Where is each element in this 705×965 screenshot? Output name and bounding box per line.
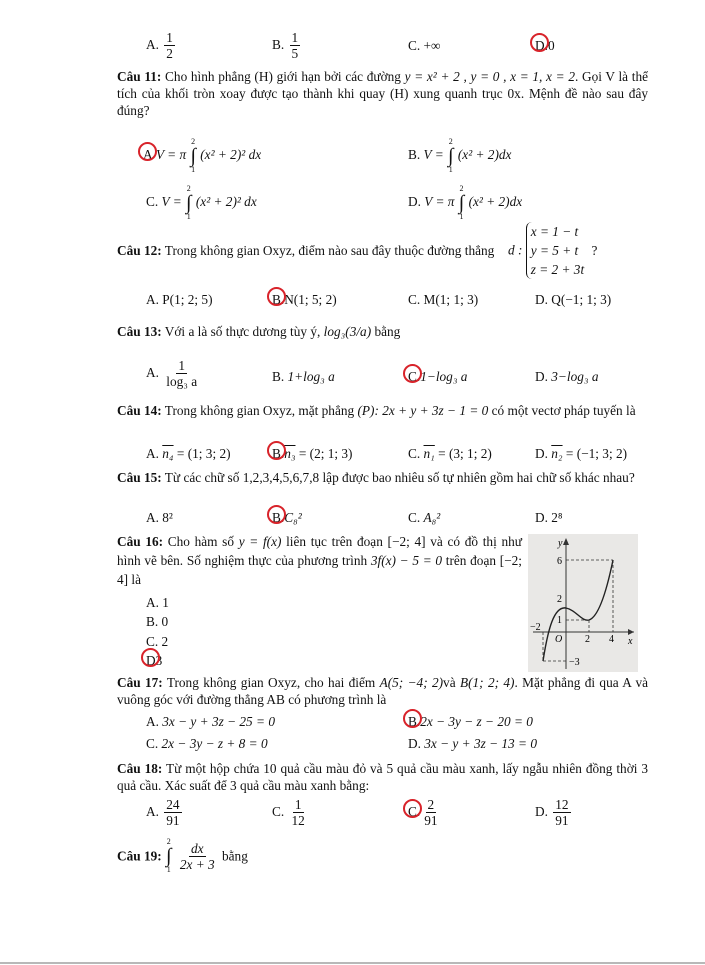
- option-text: 3x − y + 3z − 13 = 0: [424, 736, 537, 751]
- equation-z: z = 2 + 3t: [530, 262, 585, 277]
- integral-sign: 2 ∫ 1: [448, 137, 454, 174]
- equation: 3f(x) − 5 = 0: [370, 553, 443, 568]
- option-text: A₈²: [423, 510, 441, 525]
- q12-option-d[interactable]: [535, 291, 611, 308]
- question-text: Cho hàm số: [167, 534, 235, 549]
- question-text: . Gọi V là thể tích của khối tròn xoay được tạo thành khi quay (H) xung quanh trục 0x. Mệnh đề nào sau đây đúng?: [117, 69, 649, 118]
- option-label: A.: [146, 510, 159, 525]
- question-text: liên tục trên đoạn: [286, 534, 383, 549]
- question-text: Cho hình phẳng (H) giới hạn bởi các đường: [165, 69, 401, 84]
- option-label: B.: [272, 369, 285, 384]
- option-label: [408, 713, 420, 730]
- log-expression: log₃(3/a): [323, 324, 372, 339]
- x-tick-label: 4: [609, 634, 614, 645]
- question-16: [117, 532, 522, 589]
- page-bottom-border: [0, 962, 705, 964]
- option-label: D.: [408, 736, 421, 751]
- normal-vector: n₂: [551, 446, 563, 461]
- option-text: 3x − y + 3z − 25 = 0: [162, 714, 275, 729]
- question-title: Câu 13:: [117, 324, 162, 339]
- q15-option-d[interactable]: [535, 509, 563, 526]
- integrand: (x² + 2)dx: [457, 147, 512, 163]
- question-11: [117, 68, 648, 119]
- option-label: C.: [146, 634, 159, 649]
- q13-option-a[interactable]: [146, 358, 201, 389]
- fraction: $\frac{1}{2}$: [166, 30, 173, 61]
- normal-vector: n₄: [162, 446, 174, 461]
- question-text: và có đồ thị như hình vẽ bên. Số nghiệm thực của phương trình: [117, 534, 522, 568]
- option-label-text: B.: [408, 714, 421, 729]
- lower-limit: 1: [191, 165, 196, 174]
- y-tick-label: 1: [557, 615, 562, 626]
- equation: y = x² + 2 , y = 0 , x = 1, x = 2: [404, 69, 575, 84]
- plane-equation: (P): 2x + y + 3z − 1 = 0: [357, 403, 489, 418]
- question-text: Trong không gian Oxyz, mặt phẳng: [164, 403, 355, 418]
- q12-option-c[interactable]: [408, 291, 478, 308]
- question-text: bằng: [374, 324, 401, 339]
- option-label: A.: [146, 364, 159, 380]
- normal-vector: n₁: [423, 446, 435, 461]
- origin-label: O: [555, 634, 563, 645]
- option-label: A.: [146, 714, 159, 729]
- option-text: = (1; 3; 2): [176, 446, 231, 461]
- option-label: D.: [535, 803, 548, 819]
- option-label: C.: [146, 194, 159, 210]
- top-option-c[interactable]: [408, 37, 441, 54]
- question-title: Câu 19:: [117, 848, 162, 864]
- upper-limit: 2: [191, 137, 196, 146]
- q16-option-b[interactable]: [146, 613, 168, 630]
- option-text: +∞: [423, 38, 441, 53]
- question-14: [117, 402, 648, 419]
- q13-option-b[interactable]: [272, 368, 335, 385]
- option-label: [408, 368, 420, 385]
- question-title: Câu 16:: [117, 534, 164, 549]
- parametric-system: [526, 222, 584, 279]
- integrand: (x² + 2)² dx: [195, 194, 257, 210]
- option-label: [146, 652, 156, 669]
- q11-option-d[interactable]: [408, 185, 522, 221]
- question-mark: ?: [591, 242, 598, 258]
- option-label: C.: [408, 446, 421, 461]
- formula-prefix: V = π: [155, 147, 187, 163]
- q14-option-c[interactable]: [408, 445, 492, 462]
- option-label: C.: [408, 510, 421, 525]
- question-text: Trong không gian Oxyz, cho hai điểm: [166, 675, 376, 690]
- question-17: [117, 674, 648, 708]
- option-text: = (−1; 3; 2): [565, 446, 628, 461]
- option-text: 3−log₃ a: [551, 369, 599, 384]
- question-title: Câu 17:: [117, 675, 163, 690]
- option-text: Q(−1; 1; 3): [551, 292, 612, 307]
- option-text: = (2; 1; 3): [298, 446, 353, 461]
- function: y = f(x): [238, 534, 282, 549]
- q18-option-d[interactable]: [535, 797, 573, 828]
- x-axis-arrow-icon: [628, 629, 634, 635]
- option-text: 3: [155, 653, 163, 668]
- q12-option-b[interactable]: [272, 291, 337, 308]
- formula-prefix: V =: [161, 194, 182, 210]
- q15-option-a[interactable]: [146, 509, 173, 526]
- option-label: B.: [408, 147, 421, 163]
- formula-prefix: V = π: [424, 194, 455, 210]
- option-label: D.: [535, 292, 548, 307]
- question-15: [117, 469, 648, 486]
- option-label-text: D.: [535, 38, 548, 53]
- interval: [−2; 4]: [387, 534, 426, 549]
- option-label: [143, 146, 153, 163]
- question-13: [117, 324, 400, 340]
- option-text: = (3; 1; 2): [438, 446, 492, 461]
- question-text: là: [131, 572, 142, 587]
- equation-y: y = 5 + t: [530, 243, 579, 258]
- q11-option-a[interactable]: [143, 138, 261, 174]
- top-option-b[interactable]: [272, 30, 302, 61]
- option-label: A.: [146, 595, 159, 610]
- q16-option-a[interactable]: [146, 594, 169, 611]
- q11-option-c[interactable]: [146, 185, 257, 221]
- option-label: C.: [272, 803, 285, 819]
- option-label-text: A: [143, 147, 153, 163]
- option-label-text: C.: [408, 803, 421, 819]
- option-label: C.: [146, 736, 159, 751]
- q18-option-a[interactable]: [146, 797, 184, 828]
- integral-sign: 2 ∫ 1: [166, 837, 172, 874]
- q13-option-d[interactable]: [535, 368, 598, 385]
- y-tick-label: −3: [569, 657, 580, 668]
- fraction: $\frac{1}{5}$: [291, 30, 299, 61]
- integrand: (x² + 2)² dx: [200, 147, 262, 163]
- answer-circle: [267, 287, 286, 306]
- x-axis-label: x: [628, 636, 633, 647]
- question-text: bằng: [222, 848, 248, 864]
- answer-circle: [403, 709, 422, 728]
- fraction: $\frac{24}{91}$: [166, 797, 180, 828]
- answer-circle: [403, 799, 422, 818]
- option-text: 2: [161, 634, 169, 649]
- upper-limit: 2: [166, 837, 171, 846]
- upper-limit: 2: [186, 184, 191, 193]
- answer-circle: [138, 142, 157, 161]
- q17-option-c[interactable]: [146, 735, 268, 752]
- y-tick-label: 6: [557, 556, 562, 567]
- q17-option-a[interactable]: [146, 713, 275, 730]
- option-label: [272, 509, 284, 526]
- function-curve: [543, 560, 613, 661]
- fraction: $\frac{12}{91}$: [555, 797, 569, 828]
- fraction: $\frac{1}{12}$: [291, 797, 305, 828]
- q13-option-c[interactable]: [408, 368, 467, 385]
- question-text: . Mặt phẳng đi qua A và vuông góc với đường thẳng AB có phương trình là: [117, 675, 649, 707]
- option-label-text: C.: [408, 369, 421, 384]
- question-text: Trong không gian Oxyz, điểm nào sau đây thuộc đường thẳng: [164, 243, 495, 258]
- q14-option-d[interactable]: [535, 445, 627, 462]
- q18-option-b[interactable]: [272, 797, 309, 828]
- option-label: D.: [535, 446, 548, 461]
- integral-sign: 2 ∫ 1: [190, 137, 196, 174]
- q17-option-b[interactable]: [408, 713, 533, 730]
- option-label: C.: [408, 38, 421, 53]
- equation-x: x = 1 − t: [530, 224, 579, 239]
- option-label: [535, 37, 548, 54]
- option-label-text: B.: [272, 446, 285, 461]
- integral-sign: 2 ∫ 1: [458, 184, 465, 221]
- fraction: $\frac{1}{\text{log₃ a}}$: [166, 358, 198, 389]
- y-tick-label: 2: [557, 594, 562, 605]
- guide-lines: [543, 560, 613, 661]
- top-option-d[interactable]: [535, 37, 555, 54]
- option-text: 0: [161, 614, 169, 629]
- q18-option-c[interactable]: [408, 797, 442, 828]
- question-text: trên đoạn: [445, 553, 497, 568]
- option-label-text: D: [146, 653, 156, 668]
- option-text: 1+log₃ a: [287, 369, 335, 384]
- lower-limit: 1: [166, 865, 171, 874]
- formula-prefix: V =: [423, 147, 444, 163]
- interval: [−2; 4]: [117, 553, 523, 587]
- fraction: $\frac{2}{91}$: [424, 797, 438, 828]
- option-label: D.: [535, 510, 548, 525]
- x-tick-label: 2: [585, 634, 590, 645]
- lower-limit: 1: [186, 212, 191, 221]
- option-text: N(1; 5; 2): [284, 292, 337, 307]
- option-label-text: B.: [272, 510, 285, 525]
- q14-option-a[interactable]: [146, 445, 231, 462]
- option-label: [272, 445, 284, 462]
- question-12: [117, 243, 494, 259]
- option-label: D.: [535, 369, 548, 384]
- answer-circle: [267, 505, 286, 524]
- answer-circle: [530, 33, 549, 52]
- option-text: P(1; 2; 5): [162, 292, 213, 307]
- option-label: B.: [272, 36, 285, 52]
- option-label: A.: [146, 36, 159, 52]
- graph-svg: [528, 534, 638, 672]
- q11-option-b[interactable]: [408, 138, 511, 174]
- top-option-a[interactable]: [146, 30, 177, 61]
- option-label: B.: [146, 614, 159, 629]
- option-text: M(1; 1; 3): [423, 292, 479, 307]
- q14-option-b[interactable]: [272, 445, 352, 462]
- question-text: Từ các chữ số 1,2,3,4,5,6,7,8 lập được bao nhiêu số tự nhiên gồm hai chữ số khác nhau?: [164, 470, 635, 485]
- point-b: B(1; 2; 4): [459, 675, 515, 690]
- x-tick-label: −2: [530, 622, 541, 633]
- function-graph: [528, 534, 638, 672]
- integrand: (x² + 2)dx: [468, 194, 523, 210]
- question-text: Với a là số thực dương tùy ý,: [164, 324, 321, 339]
- normal-vector: n₃: [284, 446, 296, 461]
- lower-limit: 1: [459, 212, 464, 221]
- question-title: Câu 14:: [117, 403, 162, 418]
- option-label: C.: [408, 292, 421, 307]
- option-text: 1: [162, 595, 169, 610]
- option-text: 8²: [162, 510, 173, 525]
- option-label: A.: [146, 292, 159, 307]
- question-text: có một vectơ pháp tuyến là: [491, 403, 636, 418]
- option-label: [408, 803, 420, 820]
- q15-option-c[interactable]: [408, 509, 440, 526]
- question-title: Câu 12:: [117, 243, 162, 258]
- fraction: $\frac{dx}{2x + 3}$: [179, 840, 215, 872]
- option-label: A.: [146, 803, 159, 819]
- option-text: 1−log₃ a: [420, 369, 468, 384]
- integral-sign: 2 ∫ 1: [186, 184, 192, 221]
- answer-circle: [403, 364, 422, 383]
- y-axis-arrow-icon: [563, 538, 569, 545]
- line-equation-system: [508, 222, 597, 279]
- q15-option-b[interactable]: [272, 509, 302, 526]
- point-a: A(5; −4; 2): [379, 675, 444, 690]
- answer-circle: [141, 648, 160, 667]
- upper-limit: 2: [459, 184, 464, 193]
- lower-limit: 1: [448, 165, 453, 174]
- option-label: D.: [408, 194, 421, 210]
- option-text: C₈²: [284, 510, 302, 525]
- option-text: 0: [547, 38, 555, 53]
- line-name: d :: [508, 242, 523, 258]
- question-title: Câu 18:: [117, 761, 163, 776]
- q12-option-a[interactable]: [146, 291, 213, 308]
- option-text: 2x − 3y − z + 8 = 0: [161, 736, 268, 751]
- option-label: [272, 291, 284, 308]
- question-title: Câu 15:: [117, 470, 162, 485]
- question-19: [117, 838, 248, 874]
- option-text: 2⁸: [551, 510, 563, 525]
- option-label-text: B.: [272, 292, 285, 307]
- question-18: [117, 760, 648, 794]
- y-axis-label: y: [558, 538, 563, 549]
- answer-circle: [267, 441, 286, 460]
- question-text: và: [443, 675, 456, 690]
- question-text: Từ một hộp chứa 10 quả cầu màu đỏ và 5 quả cầu màu xanh, lấy ngẫu nhiên đồng thời 3 quả cầu. Xác suất để 3 quả cầu màu xanh bằng:: [117, 761, 648, 793]
- option-text: 2x − 3y − z − 20 = 0: [420, 714, 533, 729]
- upper-limit: 2: [448, 137, 453, 146]
- q16-option-d[interactable]: [146, 652, 162, 669]
- option-label: A.: [146, 446, 159, 461]
- question-title: Câu 11:: [117, 69, 162, 84]
- q17-option-d[interactable]: [408, 735, 537, 752]
